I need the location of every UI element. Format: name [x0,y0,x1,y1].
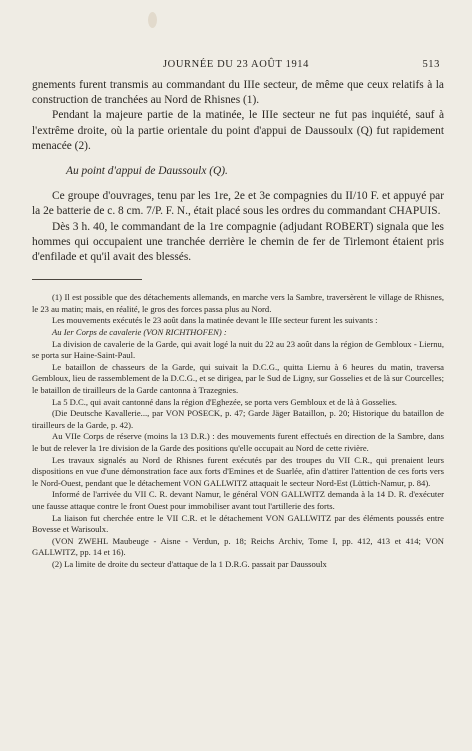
footnote-text: Les mouvements exécutés le 23 août dans la matinée devant le IIIe secteur furent les suivants : [52,315,378,326]
footnote-text: La liaison fut cherchée entre le VII C.R. et le détachement VON GALLWITZ par des éléments poussés entre Bovesse et Warisoulx. [32,512,444,535]
footnote-2: (2) La limite de droite du secteur d'attaque de la 1 D.R.G. passait par Daussoulx [52,558,327,569]
footnote-separator [32,279,142,280]
footnote-citation: (VON ZWEHL Maubeuge - Aisne - Verdun, p. 18; Reichs Archiv, Tome I, pp. 412, 413 et 414; VON GALLWITZ, pp. 14 et 16). [32,535,444,558]
page-number: 513 [422,59,440,70]
paragraph-groupe-ouvrages: Ce groupe d'ouvrages, tenu par les 1re, 2e et 3e compagnies du II/10 F. et appuyé par la 2e batterie de c. 8 cm. 7/P. F. N., était placé sous les ordres du commandant CHAPUIS. [32,190,444,218]
paper-stain [148,12,157,28]
running-header [32,59,440,73]
footnote-citation: (Die Deutsche Kavallerie..., par VON POSECK, p. 47; Garde Jäger Bataillon, p. 20; Historique du bataillon de tirailleurs de la Garde, p. 42). [32,408,444,430]
footnote-text: Les travaux signalés au Nord de Rhisnes furent exécutés par des troupes du VII C.R., qui prenaient leurs dispositions en vue d'une démonstration face aux forts d'Emines et de Suarlée, afin d'attirer l'attention de ces forts vers le Nord-Ouest, pendant que le détachement VON GALLWITZ attaquait le secteur Nord-Est (Lüttich-Namur, p. 84). [32,454,444,488]
footnote-text: La 5 D.C., qui avait cantonné dans la région d'Eghezée, se porta vers Gembloux et de là à Gosselies. [52,396,397,407]
footnotes [32,292,444,570]
main-text [32,78,444,570]
footnote-text: Au VIIe Corps de réserve (moins la 13 D.R.) : des mouvements furent effectués en direction de la Sambre, dans le but de relever la 1re division de la Garde des positions qu'elle occupait au Nord de cette rivière. [32,431,444,453]
paragraph-continuation: gnements furent transmis au commandant du IIIe secteur, de même que ceux relatifs à la construction de tranchées au Nord de Rhisnes (1). [32,79,444,107]
paragraph-matinee: Pendant la majeure partie de la matinée, le IIIe secteur ne fut pas inquiété, sauf à l'extrême droite, où la partie orientale du point d'appui de Daussoulx (Q) fut rapidement menacée (2). [32,109,444,152]
footnote-text: Informé de l'arrivée du VII C. R. devant Namur, le général VON GALLWITZ demanda à la 14 D. R. d'exécuter une fausse attaque contre le front Ouest pour immobiliser avant tout l'artillerie des forts. [32,489,444,511]
footnote-text: Le bataillon de chasseurs de la Garde, qui suivait la D.C.G., quitta Liernu à 6 heures du matin, traversa Gembloux, lieu de rassemblement de la D.C.G., et se dirigea, par le Sud de Ligny, sur Gosselies et de là sur Courcelles; le bataillon de tirailleurs de la Garde cantonna à Trazegnies. [32,361,444,395]
footnote-1: (1) Il est possible que des détachements allemands, en marche vers la Sambre, traversèrent le village de Rhisnes, le 23 au matin; mais, en réalité, le gros des forces passa plus au Nord. [32,292,444,314]
section-heading: Au point d'appui de Daussoulx (Q). [66,165,228,178]
paragraph-des-3h40: Dès 3 h. 40, le commandant de la 1re compagnie (adjudant ROBERT) signala que les hommes qui occupaient une tranchée derrière le chemin de fer de Tirlemont étaient pris d'enfilade et qu'il avait des blessés. [32,220,444,264]
running-title: JOURNÉE DU 23 AOÛT 1914 [162,59,310,70]
footnote-text: Au Ier Corps de cavalerie (VON RICHTHOFEN) : [52,327,227,338]
footnote-text: La division de cavalerie de la Garde, qui avait logé la nuit du 22 au 23 août dans la région de Gembloux - Liernu, se porta sur Haine-Saint-Paul. [32,338,444,361]
